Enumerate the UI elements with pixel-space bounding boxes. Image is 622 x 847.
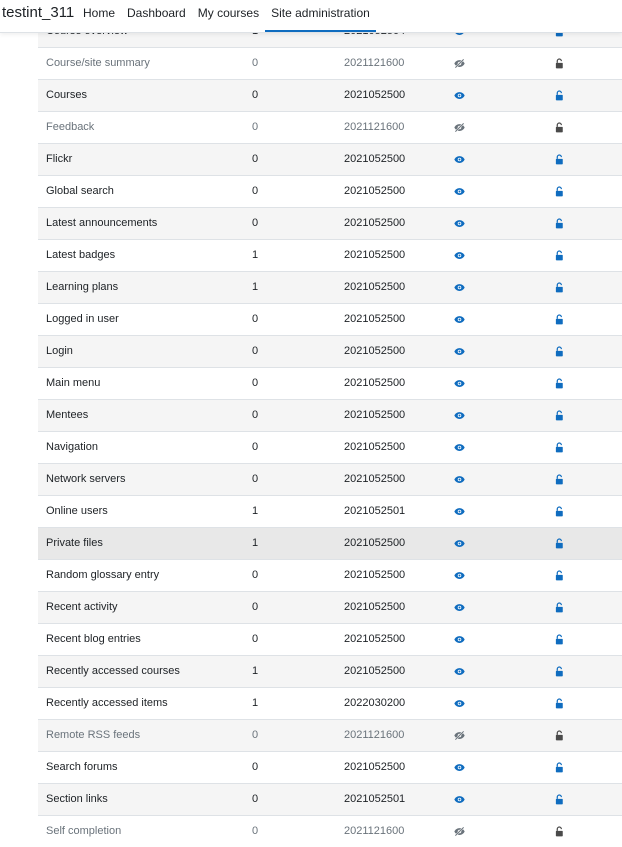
- show-eye-slash-icon[interactable]: [454, 816, 466, 847]
- unlock-icon[interactable]: [555, 112, 567, 143]
- block-name: Remote RSS feeds: [46, 729, 141, 741]
- table-row: [38, 79, 622, 111]
- table-row: [38, 303, 622, 335]
- unlock-icon[interactable]: [555, 336, 567, 367]
- hide-eye-icon[interactable]: [454, 144, 466, 175]
- instances-count: 0: [252, 153, 259, 165]
- hide-eye-icon[interactable]: [454, 336, 466, 367]
- hide-eye-icon[interactable]: [454, 528, 466, 559]
- hide-eye-icon[interactable]: [454, 496, 466, 527]
- show-eye-slash-icon[interactable]: [454, 112, 466, 143]
- version-number: 2021052500: [344, 665, 406, 677]
- hide-eye-icon[interactable]: [454, 304, 466, 335]
- table-row: [38, 783, 622, 815]
- table-row: [38, 623, 622, 655]
- block-name: Latest announcements: [46, 217, 158, 229]
- table-row: [38, 47, 622, 79]
- block-name: Mentees: [46, 409, 89, 421]
- version-number: 2021052500: [344, 281, 406, 293]
- unlock-icon[interactable]: [555, 496, 567, 527]
- hide-eye-icon[interactable]: [454, 176, 466, 207]
- unlock-icon[interactable]: [555, 464, 567, 495]
- instances-count: 0: [252, 57, 259, 69]
- instances-count: 1: [252, 281, 259, 293]
- nav-link-home[interactable]: Home: [83, 6, 116, 20]
- nav-link-my-courses[interactable]: My courses: [197, 6, 260, 20]
- version-number: 2021052500: [344, 601, 406, 613]
- block-name: Latest badges: [46, 249, 116, 261]
- instances-count: 0: [252, 313, 259, 325]
- version-number: 2021052500: [344, 345, 406, 357]
- hide-eye-icon[interactable]: [454, 464, 466, 495]
- show-eye-slash-icon[interactable]: [454, 720, 466, 751]
- hide-eye-icon[interactable]: [454, 784, 466, 815]
- unlock-icon[interactable]: [555, 688, 567, 719]
- table-row: [38, 335, 622, 367]
- unlock-icon[interactable]: [555, 816, 567, 847]
- table-row: [38, 751, 622, 783]
- block-name: Search forums: [46, 761, 118, 773]
- instances-count: 0: [252, 793, 259, 805]
- unlock-icon[interactable]: [555, 80, 567, 111]
- instances-count: 0: [252, 217, 259, 229]
- instances-count: 0: [252, 89, 259, 101]
- instances-count: 1: [252, 665, 259, 677]
- show-eye-slash-icon[interactable]: [454, 48, 466, 79]
- version-number: 2021052500: [344, 153, 406, 165]
- block-name: Login: [46, 345, 73, 357]
- unlock-icon[interactable]: [555, 176, 567, 207]
- version-number: 2021052500: [344, 249, 406, 261]
- version-number: 2021052500: [344, 537, 406, 549]
- table-row: [38, 559, 622, 591]
- instances-count: 0: [252, 121, 259, 133]
- hide-eye-icon[interactable]: [454, 400, 466, 431]
- table-row: [38, 111, 622, 143]
- version-number: 2021121600: [344, 57, 405, 69]
- unlock-icon[interactable]: [555, 592, 567, 623]
- instances-count: 0: [252, 441, 259, 453]
- block-name: Section links: [46, 793, 108, 805]
- version-number: 2021121600: [344, 121, 405, 133]
- table-row: [38, 527, 622, 559]
- version-number: 2021052500: [344, 185, 406, 197]
- unlock-icon[interactable]: [555, 528, 567, 559]
- unlock-icon[interactable]: [555, 144, 567, 175]
- unlock-icon[interactable]: [555, 368, 567, 399]
- hide-eye-icon[interactable]: [454, 560, 466, 591]
- unlock-icon[interactable]: [555, 624, 567, 655]
- table-row: [38, 687, 622, 719]
- instances-count: 1: [252, 505, 259, 517]
- instances-count: 0: [252, 185, 259, 197]
- block-name: Random glossary entry: [46, 569, 160, 581]
- table-row: [38, 175, 622, 207]
- hide-eye-icon[interactable]: [454, 624, 466, 655]
- version-number: 2021052500: [344, 633, 406, 645]
- block-name: Navigation: [46, 441, 98, 453]
- block-name: Global search: [46, 185, 114, 197]
- instances-count: 0: [252, 473, 259, 485]
- instances-count: 0: [252, 729, 259, 741]
- hide-eye-icon[interactable]: [454, 368, 466, 399]
- version-number: 2021052500: [344, 409, 406, 421]
- hide-eye-icon[interactable]: [454, 272, 466, 303]
- instances-count: 0: [252, 569, 259, 581]
- hide-eye-icon[interactable]: [454, 208, 466, 239]
- block-name: Recently accessed courses: [46, 665, 180, 677]
- table-row: [38, 495, 622, 527]
- block-name: Self completion: [46, 825, 122, 837]
- table-row: [38, 655, 622, 687]
- hide-eye-icon[interactable]: [454, 752, 466, 783]
- instances-count: 0: [252, 377, 259, 389]
- unlock-icon[interactable]: [555, 720, 567, 751]
- unlock-icon[interactable]: [555, 304, 567, 335]
- table-row: [38, 591, 622, 623]
- block-name: Courses: [46, 89, 87, 101]
- instances-count: 0: [252, 601, 259, 613]
- version-number: 2021052500: [344, 761, 406, 773]
- version-number: 2021052501: [344, 793, 406, 805]
- unlock-icon[interactable]: [555, 656, 567, 687]
- table-row: [38, 463, 622, 495]
- table-row: [38, 271, 622, 303]
- table-row: [38, 239, 622, 271]
- version-number: 2021052500: [344, 377, 406, 389]
- unlock-icon[interactable]: [555, 752, 567, 783]
- version-number: 2021052500: [344, 217, 406, 229]
- table-row: [38, 399, 622, 431]
- block-name: Logged in user: [46, 313, 119, 325]
- table-row: [38, 367, 622, 399]
- hide-eye-icon[interactable]: [454, 656, 466, 687]
- instances-count: 0: [252, 633, 259, 645]
- hide-eye-icon[interactable]: [454, 80, 466, 111]
- version-number: 2021052500: [344, 473, 406, 485]
- version-number: 2021121600: [344, 825, 405, 837]
- nav-link-site-administration[interactable]: Site administration: [265, 0, 376, 32]
- block-name: Recent activity: [46, 601, 118, 613]
- site-brand[interactable]: testint_311: [2, 4, 75, 21]
- version-number: 2021052501: [344, 505, 406, 517]
- unlock-icon[interactable]: [555, 272, 567, 303]
- hide-eye-icon[interactable]: [454, 240, 466, 271]
- unlock-icon[interactable]: [555, 432, 567, 463]
- instances-count: 0: [252, 825, 259, 837]
- table-row: [38, 143, 622, 175]
- version-number: 2021052500: [344, 441, 406, 453]
- table-row: [38, 431, 622, 463]
- unlock-icon[interactable]: [555, 48, 567, 79]
- hide-eye-icon[interactable]: [454, 432, 466, 463]
- block-name: Main menu: [46, 377, 101, 389]
- version-number: 2021052500: [344, 313, 406, 325]
- block-name: Recently accessed items: [46, 697, 168, 709]
- unlock-icon[interactable]: [555, 400, 567, 431]
- top-navbar: [0, 0, 622, 33]
- table-row: [38, 207, 622, 239]
- unlock-icon[interactable]: [555, 208, 567, 239]
- version-number: 2022030200: [344, 697, 406, 709]
- unlock-icon[interactable]: [555, 560, 567, 591]
- unlock-icon[interactable]: [555, 240, 567, 271]
- instances-count: 1: [252, 537, 259, 549]
- block-name: Online users: [46, 505, 108, 517]
- version-number: 2021052500: [344, 89, 406, 101]
- block-name: Course/site summary: [46, 57, 150, 69]
- hide-eye-icon[interactable]: [454, 688, 466, 719]
- table-row: [38, 719, 622, 751]
- primary-navigation: [77, 0, 376, 32]
- hide-eye-icon[interactable]: [454, 592, 466, 623]
- block-name: Network servers: [46, 473, 126, 485]
- instances-count: 1: [252, 249, 259, 261]
- instances-count: 1: [252, 697, 259, 709]
- blocks-table: [38, 15, 622, 847]
- instances-count: 0: [252, 761, 259, 773]
- instances-count: 0: [252, 409, 259, 421]
- version-number: 2021052500: [344, 569, 406, 581]
- table-row: [38, 815, 622, 847]
- block-name: Flickr: [46, 153, 73, 165]
- version-number: 2021121600: [344, 729, 405, 741]
- block-name: Learning plans: [46, 281, 119, 293]
- instances-count: 0: [252, 345, 259, 357]
- block-name: Private files: [46, 537, 103, 549]
- block-name: Recent blog entries: [46, 633, 141, 645]
- nav-link-dashboard[interactable]: Dashboard: [127, 6, 186, 20]
- unlock-icon[interactable]: [555, 784, 567, 815]
- block-name: Feedback: [46, 121, 95, 133]
